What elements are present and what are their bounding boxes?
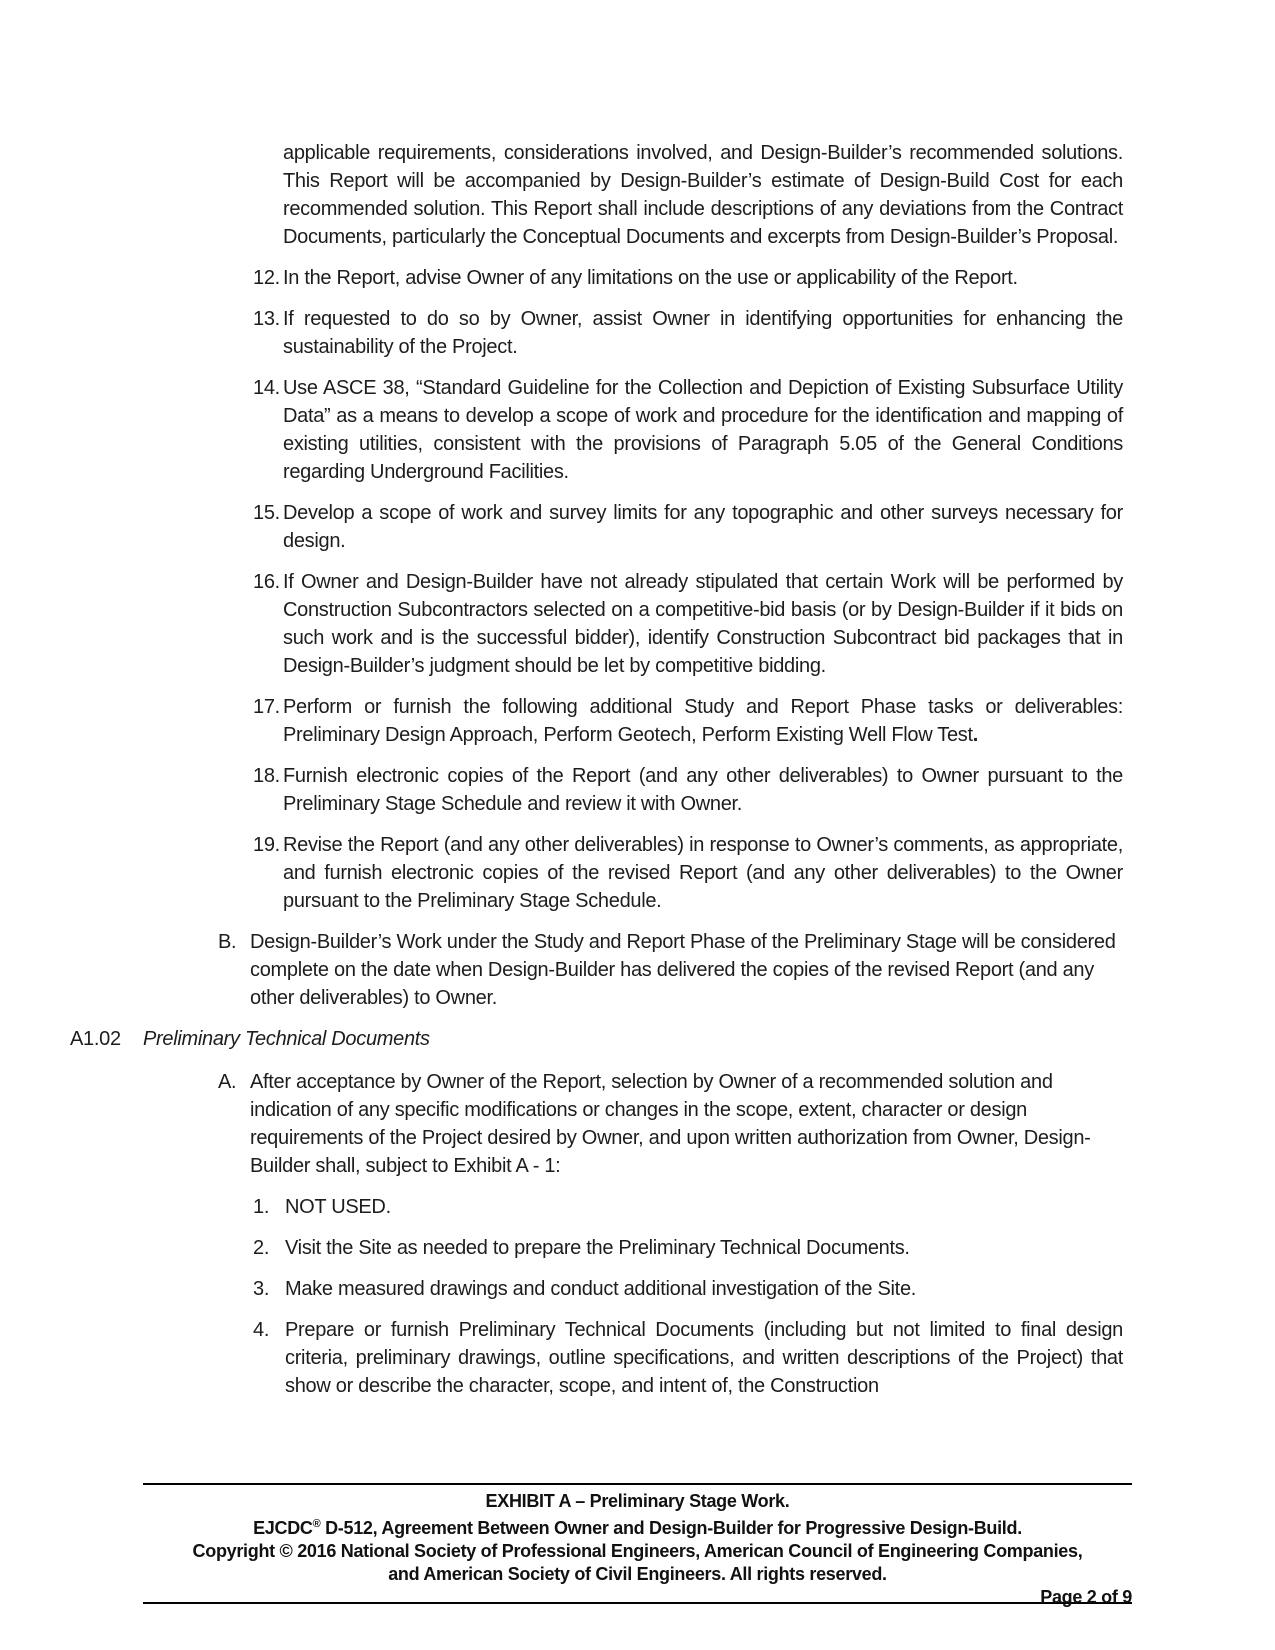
section-title: Preliminary Technical Documents xyxy=(143,1028,430,1050)
footer-document-title: D-512, Agreement Between Owner and Design-Builder for Progressive Design-Build. xyxy=(320,1518,1022,1538)
list-item-14 xyxy=(253,374,1123,486)
footer-exhibit-line: EXHIBIT A – Preliminary Stage Work. xyxy=(485,1491,790,1511)
item-number: 19. xyxy=(253,834,280,856)
paragraph-text: Design-Builder’s Work under the Study and Report Phase of the Preliminary Stage will be considered complete on the date when Design-Builder has delivered the copies of the revised Report (and any other deliverables) to Owner. xyxy=(250,931,1116,1009)
item-text: NOT USED. xyxy=(285,1196,391,1218)
sub-item-3 xyxy=(253,1275,1123,1303)
paragraph-label: A. xyxy=(218,1071,237,1093)
item-number: 18. xyxy=(253,765,280,787)
item-text: In the Report, advise Owner of any limitations on the use or applicability of the Report. xyxy=(283,267,1018,289)
list-item-18 xyxy=(253,762,1123,818)
footer-brand: EJCDC xyxy=(253,1518,313,1538)
item-text: If requested to do so by Owner, assist Owner in identifying opportunities for enhancing the sustainability of the Project. xyxy=(283,308,1123,358)
sub-item-2 xyxy=(253,1234,1123,1262)
section-heading xyxy=(70,1025,1123,1053)
item-text-bold-period: . xyxy=(972,724,979,746)
item-text: Visit the Site as needed to prepare the Preliminary Technical Documents. xyxy=(285,1237,910,1259)
continuation-paragraph: applicable requirements, considerations involved, and Design-Builder’s recommended solutions. This Report will be accompanied by Design-Builder’s estimate of Design-Build Cost for each recommended solution. This Report shall include descriptions of any deviations from the Contract Documents, particularly the Conceptual Documents and excerpts from Design-Builder’s Proposal. xyxy=(283,142,1123,248)
item-number: 12. xyxy=(253,267,280,289)
item-number: 1. xyxy=(253,1196,270,1218)
paragraph-b xyxy=(218,928,1123,1012)
list-item-19 xyxy=(253,831,1123,915)
sub-item-4 xyxy=(253,1316,1123,1400)
footer-copyright-line-1: Copyright © 2016 National Society of Professional Engineers, American Council of Engineering Companies, xyxy=(192,1541,1083,1561)
list-item-13 xyxy=(253,305,1123,361)
page-number: Page 2 of 9 xyxy=(1040,1587,1132,1607)
item-number: 16. xyxy=(253,571,280,593)
paragraph-label: B. xyxy=(218,931,237,953)
list-item-15 xyxy=(253,499,1123,555)
item-number: 14. xyxy=(253,377,280,399)
item-text: Perform or furnish the following additional Study and Report Phase tasks or deliverables: Preliminary Design Approach, Perform Geotech, Perform Existing Well Flow Test xyxy=(283,696,1123,746)
item-number: 17. xyxy=(253,696,280,718)
item-text: Furnish electronic copies of the Report (and any other deliverables) to Owner pursuant to the Preliminary Stage Schedule and review it with Owner. xyxy=(283,765,1123,815)
page-footer xyxy=(143,1483,1132,1607)
item-text: Prepare or furnish Preliminary Technical Documents (including but not limited to final design criteria, preliminary drawings, outline specifications, and written descriptions of the Project) that show or describe the character, scope, and intent of, the Construction xyxy=(285,1319,1123,1397)
document-body xyxy=(70,139,1123,1413)
footer-document-line xyxy=(143,1513,1132,1540)
item-number: 13. xyxy=(253,308,280,330)
registered-trademark-symbol: ® xyxy=(312,1518,321,1530)
item-text: Develop a scope of work and survey limits for any topographic and other surveys necessary for design. xyxy=(283,502,1123,552)
item-number: 2. xyxy=(253,1237,270,1259)
list-item-17 xyxy=(253,693,1123,749)
paragraph-text: After acceptance by Owner of the Report, selection by Owner of a recommended solution and indication of any specific modifications or changes in the scope, extent, character or design requirements of the Project desired by Owner, and upon written authorization from Owner, Design-Builder shall, subject to Exhibit A - 1: xyxy=(250,1071,1091,1177)
item-number: 15. xyxy=(253,502,280,524)
item-text: Revise the Report (and any other deliverables) in response to Owner’s comments, as appropriate, and furnish electronic copies of the revised Report (and any other deliverables) to the Owner pursuant to the Preliminary Stage Schedule. xyxy=(283,834,1123,912)
item-text: Use ASCE 38, “Standard Guideline for the Collection and Depiction of Existing Subsurface Utility Data” as a means to develop a scope of work and procedure for the identification and mapping of existing utilities, consistent with the provisions of Paragraph 5.05 of the General Conditions regarding Underground Facilities. xyxy=(283,377,1123,483)
list-item-12 xyxy=(253,264,1123,292)
sub-item-1 xyxy=(253,1193,1123,1221)
section-number: A1.02 xyxy=(70,1028,121,1050)
list-item-16 xyxy=(253,568,1123,680)
item-text: If Owner and Design-Builder have not already stipulated that certain Work will be performed by Construction Subcontractors selected on a competitive-bid basis (or by Design-Builder if it bids on such work and is the successful bidder), identify Construction Subcontract bid packages that in Design-Builder’s judgment should be let by competitive bidding. xyxy=(283,571,1123,677)
item-number: 3. xyxy=(253,1278,270,1300)
item-text: Make measured drawings and conduct additional investigation of the Site. xyxy=(285,1278,917,1300)
footer-copyright-line-2: and American Society of Civil Engineers. All rights reserved. xyxy=(388,1564,887,1584)
item-number: 4. xyxy=(253,1319,270,1341)
paragraph-a xyxy=(218,1068,1123,1180)
